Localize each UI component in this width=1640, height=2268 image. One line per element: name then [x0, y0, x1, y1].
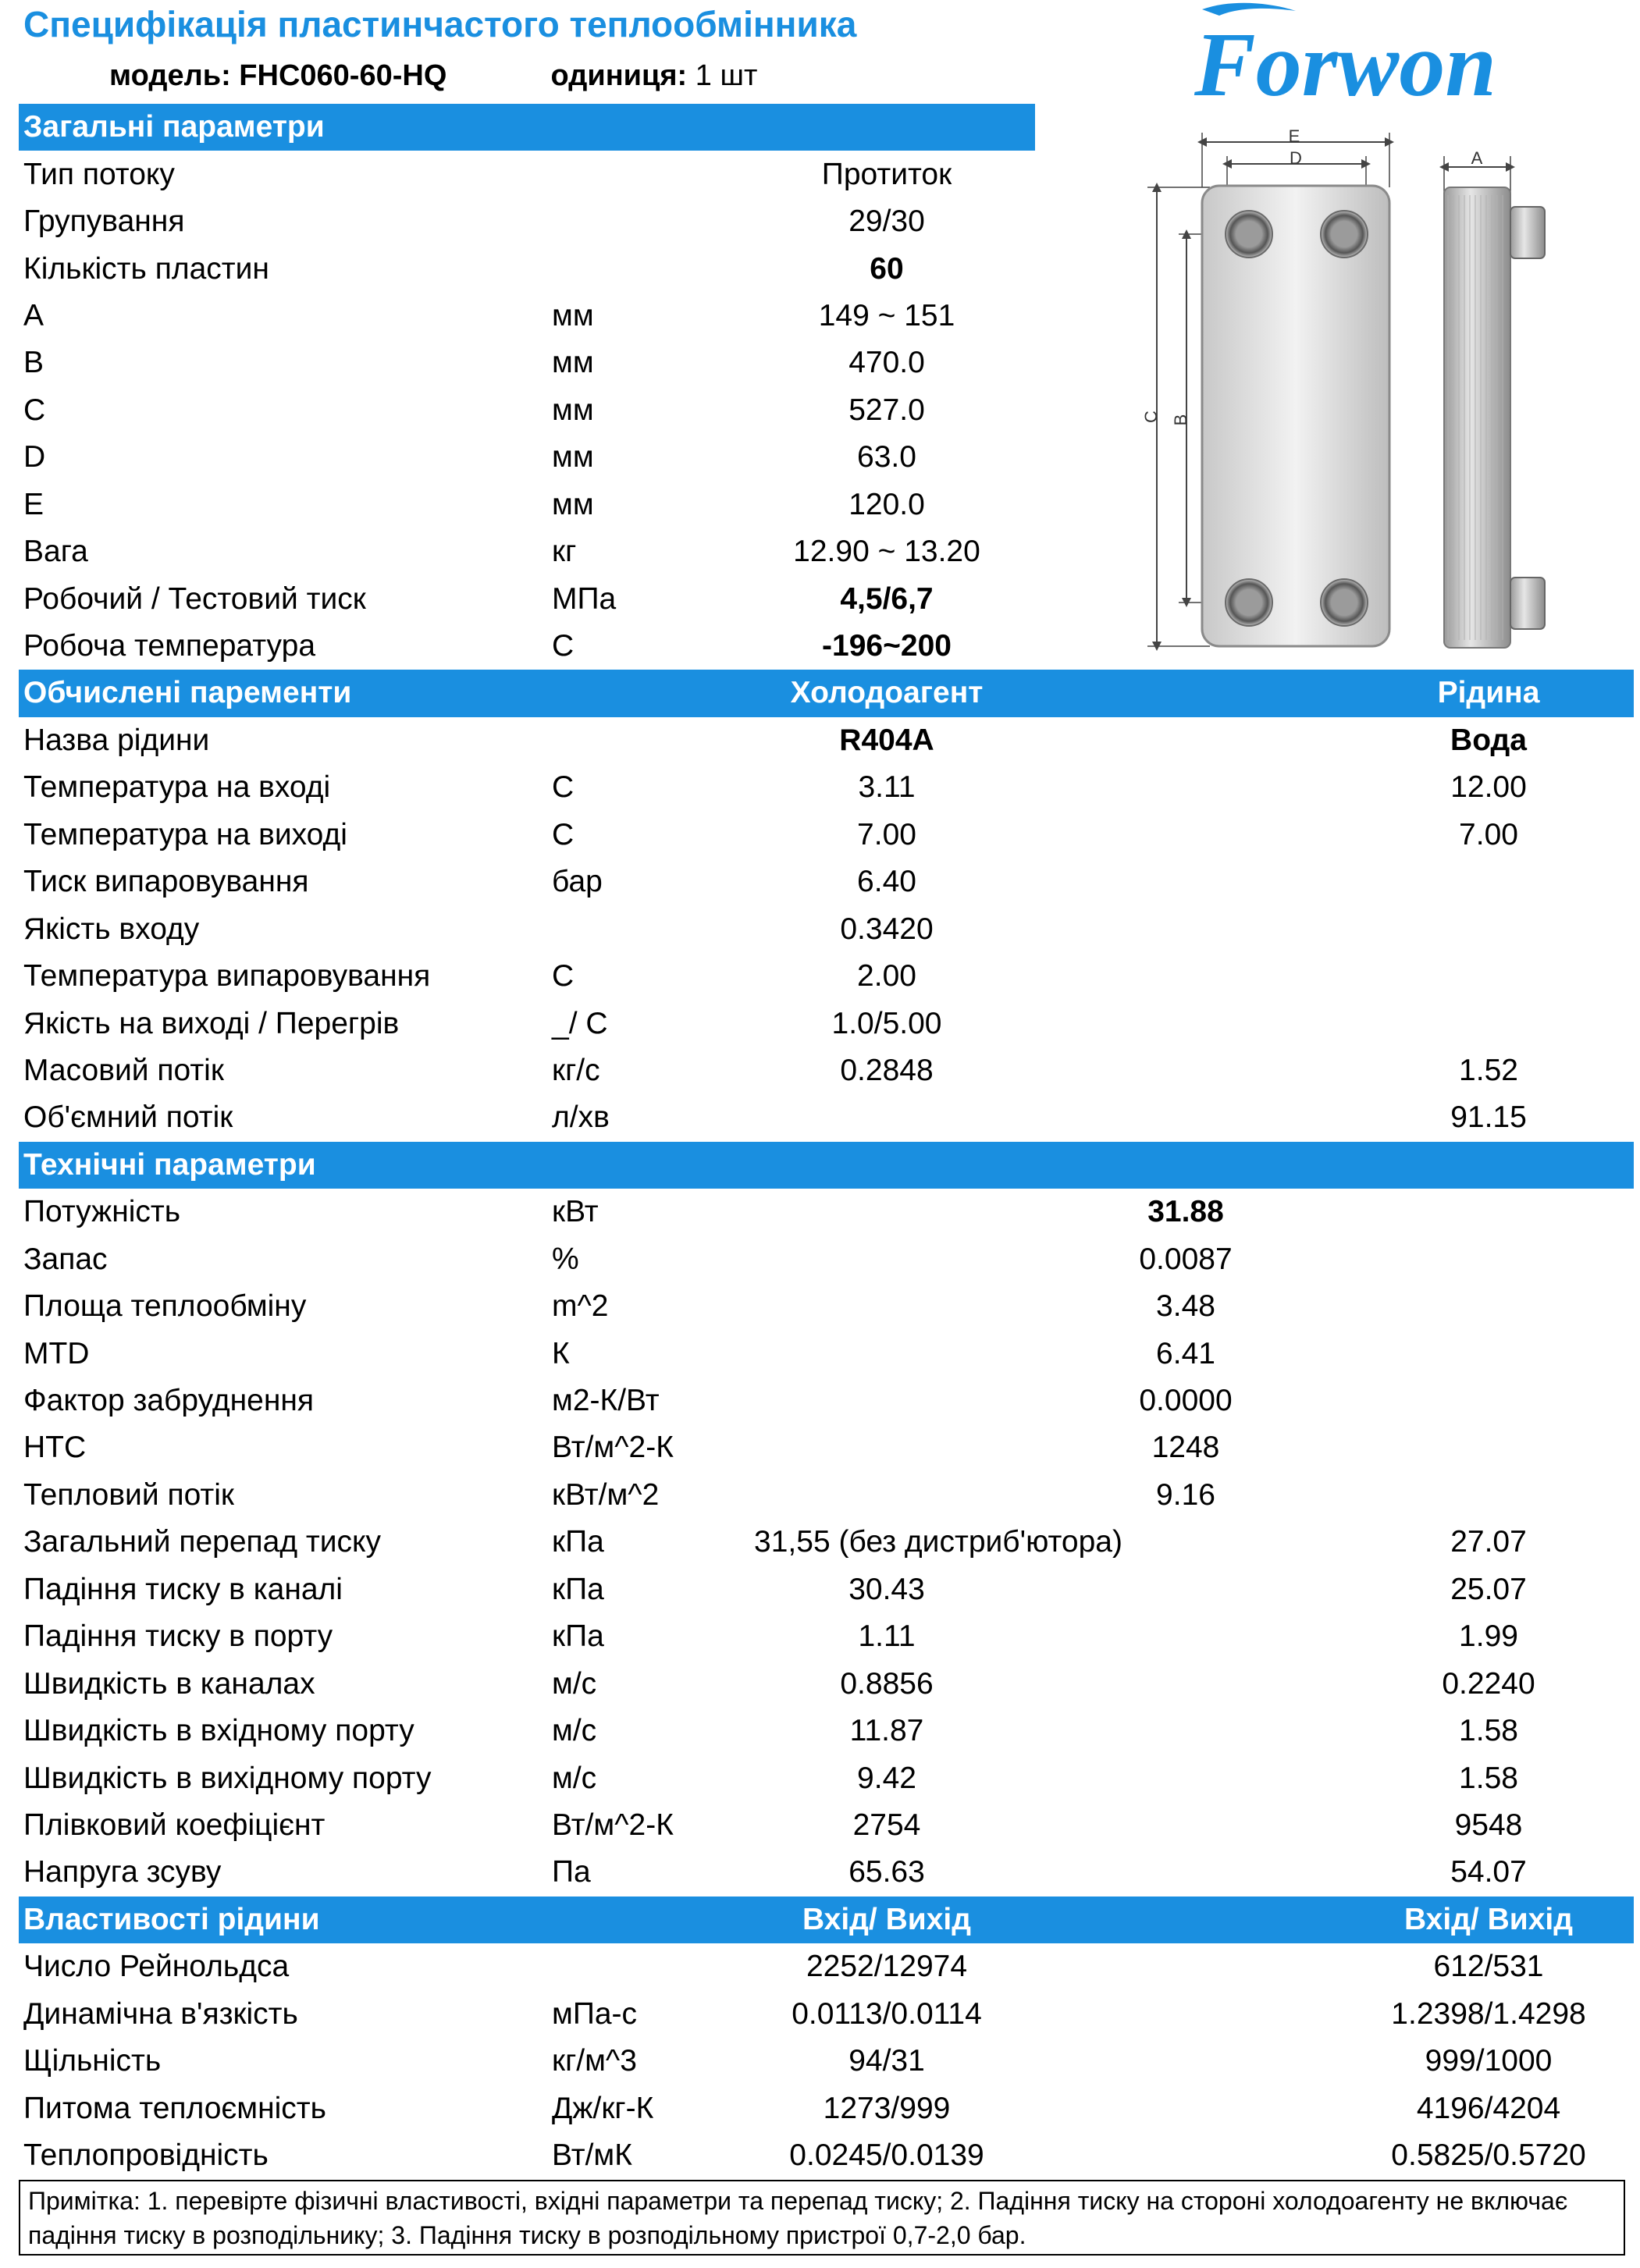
param-unit: мм [552, 298, 594, 332]
param-value-refrigerant: 2754 [852, 1808, 921, 1842]
table-row [19, 1189, 1640, 1235]
param-value: 31.88 [1147, 1195, 1224, 1229]
param-name: Щільність [23, 2044, 162, 2078]
param-value-refrigerant: R404A [839, 723, 934, 757]
param-value-refrigerant: 0.0113/0.0114 [792, 1996, 982, 2031]
param-value-refrigerant: 11.87 [849, 1714, 924, 1748]
param-value-liquid: 7.00 [1459, 817, 1518, 851]
port-bottom-right-icon [1321, 579, 1368, 626]
table-row [19, 905, 1640, 952]
section-header-general [19, 104, 1035, 151]
model-value: FHC060-60-HQ [239, 59, 447, 92]
param-unit: м/с [552, 1714, 597, 1748]
param-unit: Вт/мК [552, 2138, 632, 2173]
param-name: Назва рідини [23, 723, 210, 757]
param-value-liquid: 999/1000 [1425, 2044, 1553, 2078]
param-name: Температура на виході [23, 817, 347, 851]
table-row [19, 2085, 1640, 2131]
param-name: Число Рейнольдса [23, 1950, 290, 1984]
param-value-liquid: 4196/4204 [1416, 2091, 1561, 2125]
param-unit: С [552, 817, 575, 851]
table-row [19, 1660, 1640, 1707]
param-name: Швидкість в вихідному порту [23, 1761, 432, 1795]
table-row [19, 1849, 1640, 1896]
param-name: MTD [23, 1336, 90, 1370]
param-value-refrigerant: 0.3420 [840, 912, 934, 946]
param-name: Якість на виході / Перегрів [23, 1006, 400, 1040]
param-unit: л/хв [552, 1100, 610, 1135]
param-name: B [23, 346, 44, 380]
param-name: Якість входу [23, 912, 200, 946]
model-label: модель: [109, 59, 231, 92]
param-value-refrigerant: 1.11 [858, 1619, 916, 1654]
table-row [19, 1000, 1640, 1047]
param-value-liquid: 9548 [1454, 1808, 1523, 1842]
param-name: Робоча температура [23, 629, 316, 663]
param-value-refrigerant: 94/31 [848, 2044, 925, 2078]
table-row [19, 1802, 1640, 1849]
param-name: Швидкість в каналах [23, 1666, 315, 1701]
model-line [109, 59, 757, 93]
param-value-refrigerant: 30.43 [848, 1572, 925, 1606]
param-value-refrigerant: 1273/999 [823, 2091, 951, 2125]
connector-bottom-icon [1510, 578, 1545, 629]
table-row [19, 1236, 1640, 1283]
unit-label: одиниця: [550, 59, 688, 92]
param-value-refrigerant: 0.0245/0.0139 [789, 2138, 984, 2173]
param-value-refrigerant: 1.0/5.00 [831, 1006, 942, 1040]
param-name: Напруга зсуву [23, 1855, 222, 1889]
table-row [19, 1424, 1640, 1471]
param-name: Динамічна в'язкість [23, 1996, 298, 2031]
param-value: 3.48 [1156, 1289, 1215, 1324]
table-row [19, 717, 1640, 764]
param-value-liquid: 91.15 [1450, 1100, 1527, 1135]
param-value: 63.0 [857, 440, 916, 475]
heat-exchanger-drawing [1140, 125, 1631, 671]
param-name: Загальний перепад тиску [23, 1525, 382, 1559]
param-value: 1248 [1151, 1431, 1220, 1465]
param-name: Температура на вході [23, 770, 331, 805]
param-value: Протиток [821, 157, 952, 191]
param-unit: Дж/кг-К [552, 2091, 654, 2125]
param-unit: кПа [552, 1525, 604, 1559]
param-value-liquid: 0.2240 [1442, 1666, 1535, 1701]
param-value: 9.16 [1156, 1477, 1215, 1512]
table-row-total-pressure-drop [19, 1519, 1640, 1566]
param-unit: м/с [552, 1761, 597, 1795]
param-value: 6.41 [1156, 1336, 1215, 1370]
technical-pair-rows [19, 1566, 1640, 1897]
param-name: Масовий потік [23, 1053, 224, 1087]
dim-label-b: B [1171, 414, 1190, 426]
param-name: Температура випаровування [23, 959, 431, 994]
param-value-liquid: 27.07 [1450, 1525, 1527, 1559]
port-bottom-left-icon [1226, 579, 1272, 626]
param-value: 12.90 ~ 13.20 [793, 535, 980, 569]
param-name: Вага [23, 535, 88, 569]
param-unit: м/с [552, 1666, 597, 1701]
param-unit: _/ С [552, 1006, 608, 1040]
param-value-liquid: 1.99 [1459, 1619, 1518, 1654]
properties-rows [19, 1943, 1640, 2179]
param-value: 0.0087 [1139, 1242, 1233, 1276]
param-unit: кПа [552, 1619, 604, 1654]
param-unit: С [552, 770, 575, 805]
param-unit: кВт [552, 1195, 599, 1229]
column-header-liquid: Рідина [1437, 676, 1540, 710]
param-value-liquid: 1.2398/1.4298 [1391, 1996, 1586, 2031]
plate-front-view [1202, 186, 1389, 646]
param-unit: мм [552, 487, 594, 521]
param-name: Площа теплообміну [23, 1289, 307, 1324]
param-value-liquid: 25.07 [1450, 1572, 1527, 1606]
param-name: A [23, 298, 44, 332]
param-value-refrigerant: 31,55 (без дистриб'ютора) [754, 1525, 1122, 1559]
param-value-refrigerant: 7.00 [857, 817, 916, 851]
connector-top-icon [1510, 207, 1545, 258]
param-name: Теплопровідність [23, 2138, 269, 2173]
param-unit: мПа-с [552, 1996, 638, 2031]
param-value: 527.0 [848, 393, 925, 427]
param-value-refrigerant: 65.63 [848, 1855, 925, 1889]
table-row [19, 2038, 1640, 2085]
section-title: Властивості рідини [23, 1902, 320, 1936]
technical-single-rows [19, 1189, 1640, 1519]
param-name: Питома теплоємність [23, 2091, 326, 2125]
dim-label-c: C [1141, 411, 1161, 423]
dim-label-d: D [1290, 148, 1302, 168]
param-unit: м2-К/Вт [552, 1384, 660, 1418]
table-row [19, 1472, 1640, 1519]
param-value: 470.0 [848, 346, 925, 380]
param-value-liquid: 1.58 [1459, 1714, 1518, 1748]
param-value: 0.0000 [1139, 1384, 1233, 1418]
param-value-liquid: 1.52 [1459, 1053, 1518, 1087]
section-title: Обчислені паременти [23, 676, 352, 710]
table-row [19, 1378, 1640, 1424]
param-value-liquid: 54.07 [1450, 1855, 1527, 1889]
param-name: Плівковий коефіцієнт [23, 1808, 326, 1842]
param-unit: К [552, 1336, 570, 1370]
param-name: Кількість пластин [23, 251, 269, 286]
param-value-refrigerant: 2.00 [857, 959, 916, 994]
forwon-logo [1179, 0, 1577, 109]
param-value-refrigerant: 0.2848 [840, 1053, 934, 1087]
section-title: Загальні параметри [23, 110, 325, 144]
param-unit: бар [552, 865, 603, 899]
computed-rows [19, 717, 1640, 1142]
param-unit: % [552, 1242, 579, 1276]
table-row [19, 812, 1640, 858]
param-unit: мм [552, 346, 594, 380]
table-row [19, 1094, 1640, 1141]
param-value: 149 ~ 151 [818, 298, 955, 332]
param-unit: Вт/м^2-К [552, 1808, 674, 1842]
param-name: Тепловий потік [23, 1477, 234, 1512]
param-value: 29/30 [848, 204, 925, 239]
footnote: Примітка: 1. перевірте фізичні властивості, вхідні параметри та перепад тиску; 2. Падіння тиску на стороні холодоагенту не включає падіння тиску в розподільнику; 3. Падіння тиску в розподільному пристрої 0,7-2,0 бар. [19, 2180, 1625, 2256]
param-unit: С [552, 959, 575, 994]
dim-label-a: A [1471, 148, 1483, 168]
param-value: 60 [870, 251, 904, 286]
param-unit: мм [552, 440, 594, 475]
table-row [19, 1047, 1640, 1094]
table-row [19, 858, 1640, 905]
param-value-refrigerant: 0.8856 [840, 1666, 934, 1701]
param-name: Падіння тиску в порту [23, 1619, 333, 1654]
param-unit: кг [552, 535, 577, 569]
param-value-refrigerant: 9.42 [857, 1761, 916, 1795]
param-unit: МПа [552, 581, 617, 616]
param-unit: кг/м^3 [552, 2044, 637, 2078]
param-value-liquid: 612/531 [1433, 1950, 1544, 1984]
param-value: 120.0 [848, 487, 925, 521]
param-value-liquid: Вода [1450, 723, 1527, 757]
table-row [19, 1330, 1640, 1377]
param-value-refrigerant: 3.11 [858, 770, 916, 805]
param-unit: кВт/м^2 [552, 1477, 660, 1512]
param-value-liquid: 0.5825/0.5720 [1391, 2138, 1586, 2173]
param-name: Групування [23, 204, 185, 239]
table-row [19, 764, 1640, 811]
param-name: Тиск випаровування [23, 865, 309, 899]
param-unit: мм [552, 393, 594, 427]
param-value-refrigerant: 6.40 [857, 865, 916, 899]
table-row [19, 1283, 1640, 1330]
param-name: C [23, 393, 46, 427]
table-row [19, 1754, 1640, 1801]
table-row [19, 1991, 1640, 2038]
column-header-in-out-refrigerant: Вхід/ Вихід [802, 1902, 972, 1936]
param-name: Об'ємний потік [23, 1100, 233, 1135]
plate-side-view [1444, 187, 1510, 648]
document-title: Специфікація пластинчастого теплообмінника [23, 4, 857, 44]
param-name: Фактор забруднення [23, 1384, 315, 1418]
unit-value: 1 шт [695, 59, 758, 92]
dim-label-e: E [1288, 126, 1300, 146]
param-unit: Вт/м^2-К [552, 1431, 674, 1465]
param-unit: кг/с [552, 1053, 600, 1087]
param-unit: Па [552, 1855, 591, 1889]
param-name: Запас [23, 1242, 108, 1276]
param-value-liquid: 12.00 [1450, 770, 1527, 805]
param-name: D [23, 440, 46, 475]
table-row [19, 1613, 1640, 1660]
section-header-properties [19, 1897, 1634, 1943]
param-unit: m^2 [552, 1289, 609, 1324]
param-unit: кПа [552, 1572, 604, 1606]
table-row [19, 1708, 1640, 1754]
param-name: НТС [23, 1431, 87, 1465]
port-top-right-icon [1321, 211, 1368, 258]
param-name: Потужність [23, 1195, 181, 1229]
param-name: Робочий / Тестовий тиск [23, 581, 366, 616]
param-name: Швидкість в вхідному порту [23, 1714, 414, 1748]
table-row [19, 953, 1640, 1000]
param-name: E [23, 487, 44, 521]
param-name: Падіння тиску в каналі [23, 1572, 343, 1606]
logo-text: Forwon [1194, 13, 1496, 109]
param-name: Тип потоку [23, 157, 175, 191]
port-top-left-icon [1226, 211, 1272, 258]
param-value: 4,5/6,7 [840, 581, 934, 616]
section-header-computed [19, 670, 1634, 716]
column-header-refrigerant: Холодоагент [790, 676, 984, 710]
table-row [19, 1943, 1640, 1990]
param-value-liquid: 1.58 [1459, 1761, 1518, 1795]
column-header-in-out-liquid: Вхід/ Вихід [1403, 1902, 1574, 1936]
param-unit: С [552, 629, 575, 663]
table-row [19, 2132, 1640, 2179]
table-row [19, 1566, 1640, 1613]
param-value: -196~200 [822, 629, 952, 663]
section-header-technical [19, 1142, 1634, 1189]
section-title: Технічні параметри [23, 1147, 316, 1182]
param-value-refrigerant: 2252/12974 [806, 1950, 968, 1984]
